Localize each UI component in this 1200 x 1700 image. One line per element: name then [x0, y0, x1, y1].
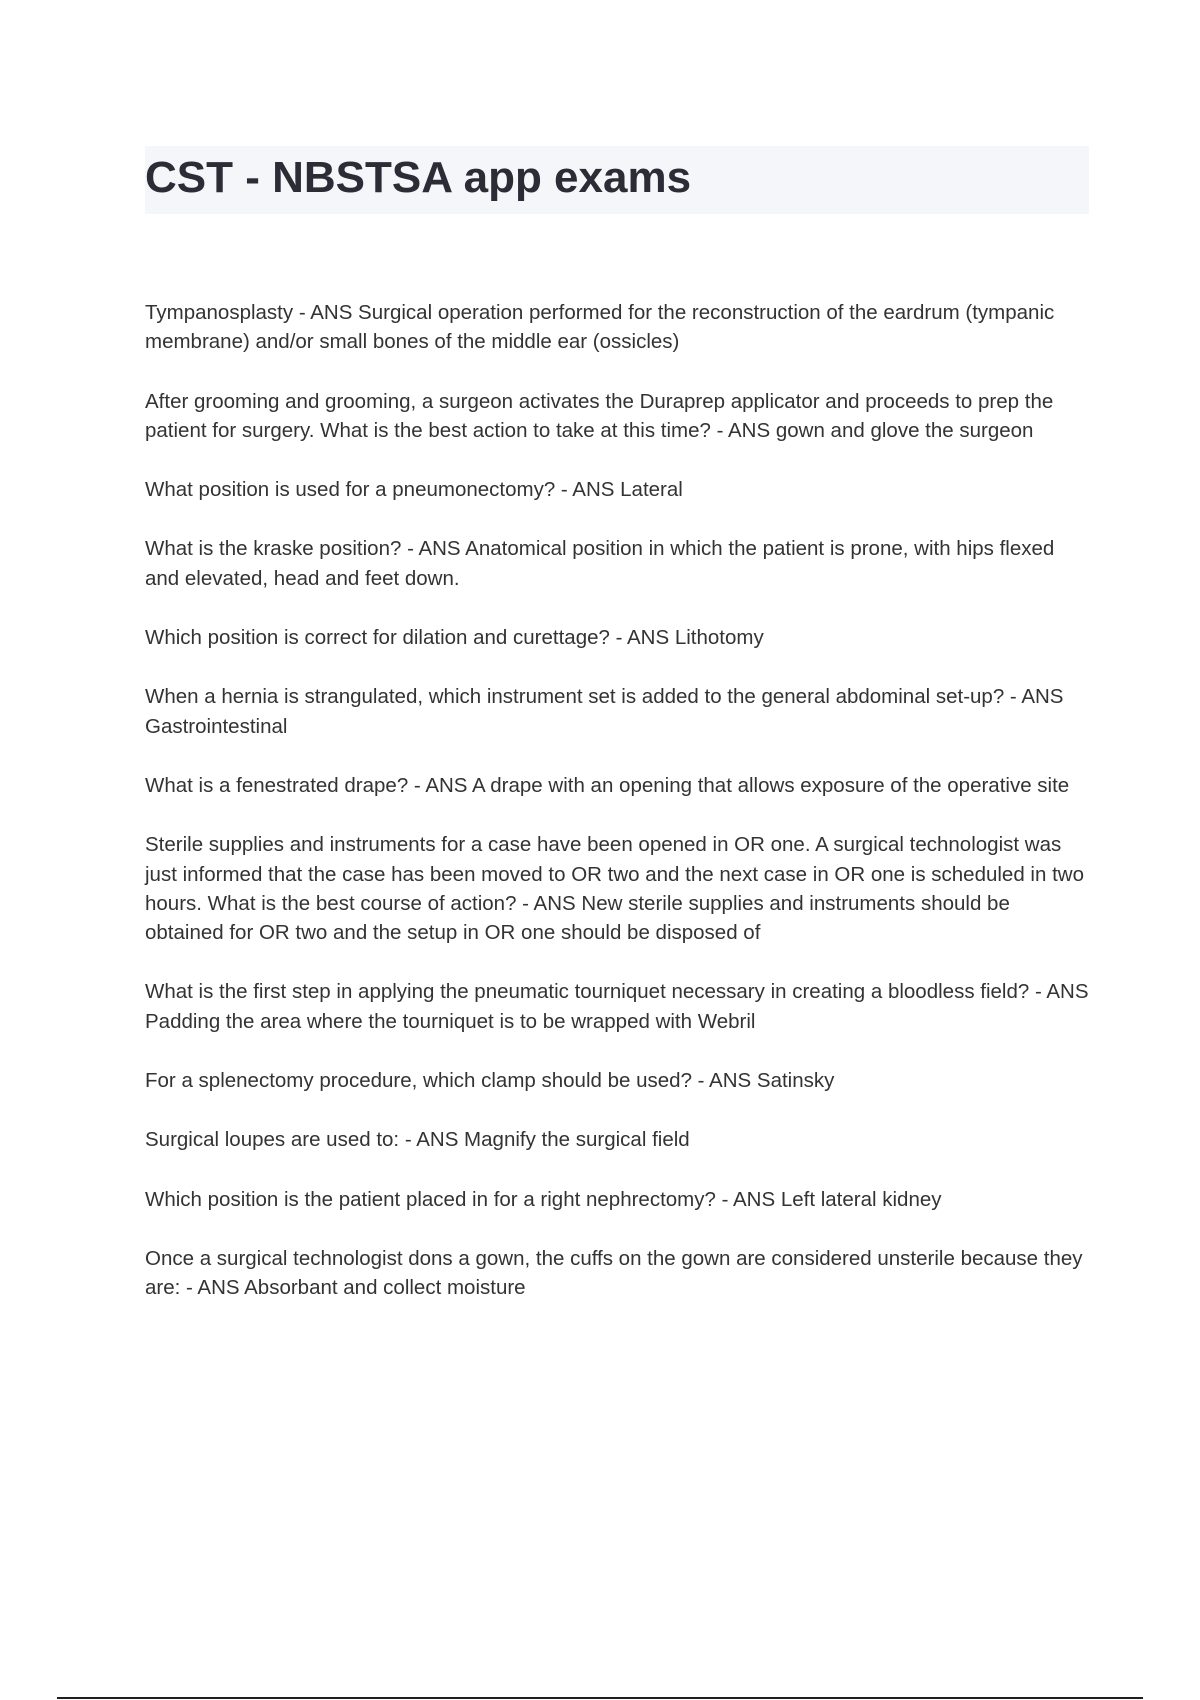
- qa-item: Once a surgical technologist dons a gown, the cuffs on the gown are considered unsterile because they are: - ANS Absorbant and collect moisture: [145, 1246, 1083, 1300]
- qa-item: What is the kraske position? - ANS Anatomical position in which the patient is prone, with hips flexed and elevated, head and feet down.: [145, 537, 1055, 590]
- title-band: [145, 146, 1089, 214]
- qa-item: Surgical loupes are used to: - ANS Magnify the surgical field: [145, 1128, 690, 1152]
- qa-item: When a hernia is strangulated, which instrument set is added to the general abdominal set-up? - ANS Gastrointestinal: [145, 685, 1064, 738]
- qa-item: What position is used for a pneumonectomy? - ANS Lateral: [145, 478, 683, 502]
- qa-item: Which position is correct for dilation and curettage? - ANS Lithotomy: [145, 626, 764, 650]
- qa-item: What is a fenestrated drape? - ANS A drape with an opening that allows exposure of the operative site: [145, 773, 1070, 797]
- qa-list: [145, 298, 1090, 1333]
- qa-item: Sterile supplies and instruments for a case have been opened in OR one. A surgical technologist was just informed that the case has been moved to OR two and the next case in OR one is scheduled in two hours. What is the best course of action? - ANS New sterile supplies and instruments should be obtained for OR two and the setup in OR one should be disposed of: [145, 833, 1084, 945]
- qa-item: After grooming and grooming, a surgeon activates the Duraprep applicator and proceeds to prep the patient for surgery. What is the best action to take at this time? - ANS gown and glove the surgeon: [145, 389, 1054, 442]
- qa-item: For a splenectomy procedure, which clamp should be used? - ANS Satinsky: [145, 1069, 835, 1093]
- footer-divider: [57, 1697, 1143, 1699]
- page-title: CST - NBSTSA app exams: [145, 153, 692, 202]
- qa-item: What is the first step in applying the pneumatic tourniquet necessary in creating a bloodless field? - ANS Padding the area where the tourniquet is to be wrapped with Webril: [145, 980, 1089, 1033]
- qa-item: Which position is the patient placed in for a right nephrectomy? - ANS Left lateral kidney: [145, 1187, 942, 1211]
- qa-item: Tympanosplasty - ANS Surgical operation performed for the reconstruction of the eardrum (tympanic membrane) and/or small bones of the middle ear (ossicles): [145, 301, 1055, 354]
